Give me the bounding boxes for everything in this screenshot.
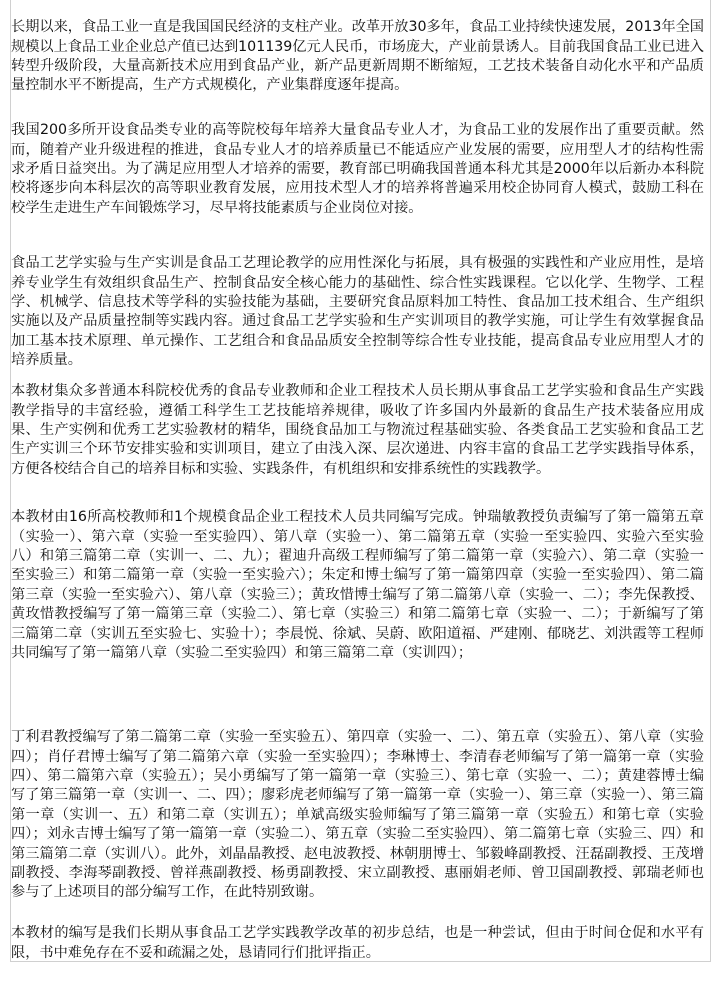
paragraph-talent-training: 我国200多所开设食品类专业的高等院校每年培养大量食品专业人才，为食品工业的发展作出了重要贡献。然而，随着产业升级进程的推进，食品专业人才的培养质量已不能适应产业发展的需要，应用型人才的结构性需求矛盾日益突出。为了满足应用型人才培养的需要，教育部已明确我国普通本科尤其是2000年以后新办本科院校将逐步向本科层次的高等职业教育发展，应用技术型人才的培养将普遍采用校企协同育人模式，鼓励工科在校学生走进生产车间锻炼学习，尽早将技能素质与企业岗位对接。 (11, 122, 704, 216)
paragraph-closing-note: 本教材的编写是我们长期从事食品工艺学实践教学改革的初步总结，也是一种尝试，但由于时间仓促和水平有限，书中难免存在不妥和疏漏之处，恳请同行们批评指正。 (11, 925, 704, 961)
paragraph-course-nature: 食品工艺学实验与生产实训是食品工艺理论教学的应用性深化与拓展，具有极强的实践性和产业应用性，是培养专业学生有效组织食品生产、控制食品安全核心能力的基础性、综合性实践课程。它以化学、生物学、工程学、机械学、信息技术等学科的实验技能为基础，主要研究食品原料加工特性、食品加工技术组合、生产组织实施以及产品质量控制等实践内容。通过食品工艺学实验和生产实训项目的教学实施，可让学生有效掌握食品加工基本技术原理、单元操作、工艺组合和食品品质安全控制等综合性专业技能，提高食品专业应用型人才的培养质量。 (11, 255, 704, 369)
paragraph-authors-part2: 丁利君教授编写了第二篇第二章（实验一至实验五）、第四章（实验一、二）、第五章（实验五）、第八章（实验四）；肖仔君博士编写了第二篇第六章（实验一至实验四）；李琳博士、李清春老师编写了第一篇第一章（实验四）、第二篇第六章（实验五）；吴小勇编写了第一篇第一章（实验三）、第七章（实验一、二）；黄建蓉博士编写了第三篇第一章（实训一、二、四）；廖彩虎老师编写了第一篇第一章（实验一）、第三章（实验一）、第三篇第一章（实训一、五）和第二章（实训五）；单斌高级实验师编写了第三篇第一章（实验五）和第七章（实验四）；刘永吉博士编写了第一篇第一章（实验二）、第五章（实验二至实验四）、第二篇第七章（实验三、四）和第三篇第二章（实训八）。此外，刘晶晶教授、赵电波教授、林朝朋博士、邹毅峰副教授、汪磊副教授、王茂增副教授、李海琴副教授、曾祥燕副教授、杨勇副教授、宋立副教授、惠丽娟老师、曾卫国副教授、郭瑞老师也参与了上述项目的部分编写工作，在此特别致谢。 (11, 729, 704, 901)
paragraph-industry-background: 长期以来，食品工业一直是我国国民经济的支柱产业。改革开放30多年，食品工业持续快速发展，2013年全国规模以上食品工业企业总产值已达到101139亿元人民币，市场庞大，产业前景诱人。目前我国食品工业已进入转型升级阶段，大量高新技术应用到食品产业，新产品更新周期不断缩短，工艺技术装备自动化水平和产品质量控制水平不断提高，生产方式规模化，产业集群度逐年提高。 (11, 19, 704, 94)
paragraph-textbook-features: 本教材集众多普通本科院校优秀的食品专业教师和企业工程技术人员长期从事食品工艺学实验和食品生产实践教学指导的丰富经验，遵循工科学生工艺技能培养规律，吸收了许多国内外最新的食品生产技术装备应用成果、生产实例和优秀工艺实验教材的精华，围绕食品加工与物流过程基础实验、各类食品工艺实验和食品工艺生产实训三个环节安排实验和实训项目，建立了由浅入深、层次递进、内容丰富的食品工艺学实践指导体系，方便各校结合自己的培养目标和实验、实践条件，有机组织和安排系统性的实践教学。 (11, 383, 704, 477)
document-page (10, 0, 711, 962)
paragraph-authors-part1: 本教材由16所高校教师和1个规模食品企业工程技术人员共同编写完成。钟瑞敏教授负责编写了第一篇第五章（实验一）、第六章（实验一至实验四）、第八章（实验一）、第二篇第五章（实验一至实验四、实验六至实验八）和第三篇第二章（实训一、二、九）；翟迪升高级工程师编写了第二篇第一章（实验六）、第二章（实验一至实验三）和第二篇第一章（实验一至实验六）；朱定和博士编写了第一篇第四章（实验一至实验四）、第二篇第三章（实验一至实验六）、第八章（实验三）；黄玫惜博士编写了第二篇第八章（实验一、二）；李先保教授、黄玫惜教授编写了第一篇第三章（实验二）、第七章（实验三）和第二篇第七章（实验一、二）；于新编写了第三篇第二章（实训五至实验七、实验十）；李晨悦、徐斌、吴蔚、欧阳道福、严建刚、郁晓艺、刘洪霞等工程师共同编写了第一篇第八章（实验二至实验四）和第三篇第二章（实训四）； (11, 509, 704, 662)
